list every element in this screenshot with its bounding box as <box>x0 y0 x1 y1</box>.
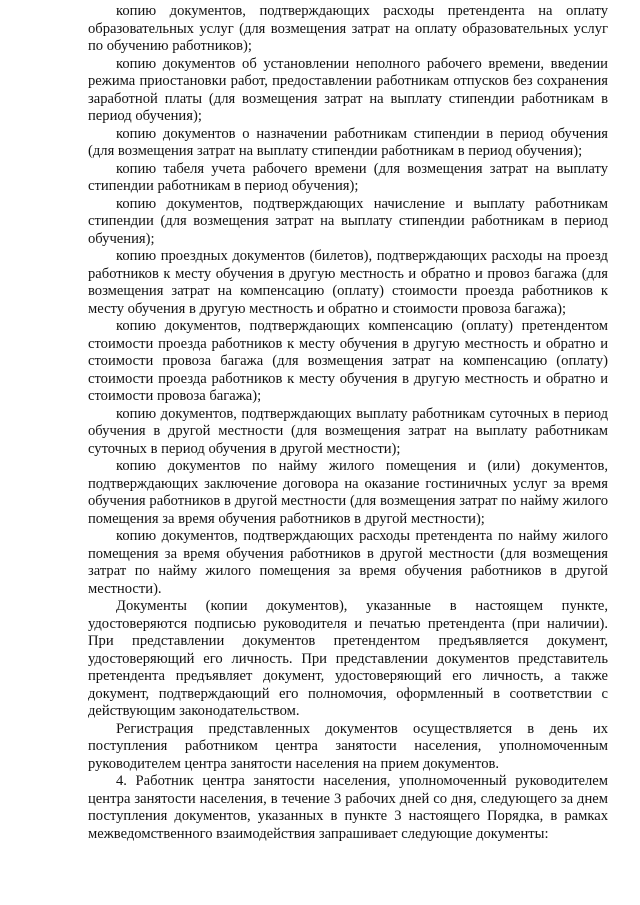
paragraph-travel-tickets: копию проездных документов (билетов), подтверждающих расходы на проезд работников к месту обучения в другую местность и обратно и провоз багажа (для возмещения затрат на компенсацию (оплату) стоимости проезда работников к месту обучения в другую местность и обратно и стоимости провоза багажа); <box>88 248 608 317</box>
paragraph-housing-expenses: копию документов, подтверждающих расходы претендента по найму жилого помещения за время обучения работников в другой местности (для возмещения затрат по найму жилого помещения за время обучения работников в другой местности). <box>88 528 608 597</box>
paragraph-part-time-work: копию документов об установлении неполного рабочего времени, введении режима приостановки работ, предоставлении работникам отпусков без сохранения заработной платы (для возмещения затрат на выплату стипендии работникам в период обучения); <box>88 55 608 124</box>
paragraph-housing-rent: копию документов по найму жилого помещения и (или) документов, подтверждающих заключение договора на оказание гостиничных услуг за время обучения работников в другой местности (для возмещения затрат по найму жилого помещения за время обучения работников в другой местности); <box>88 458 608 527</box>
paragraph-registration: Регистрация представленных документов осуществляется в день их поступления работником центра занятости населения, уполномоченным руководителем центра занятости населения на прием документов. <box>88 720 608 772</box>
paragraph-section-4: 4. Работник центра занятости населения, уполномоченный руководителем центра занятости населения, в течение 3 рабочих дней со дня, следующего за днем поступления документов, указанных в пункте 3 настоящего Порядка, в рамках межведомственного взаимодействия запрашивает следующие документы: <box>88 773 608 842</box>
paragraph-timesheet: копию табеля учета рабочего времени (для возмещения затрат на выплату стипендии работникам в период обучения); <box>88 160 608 194</box>
paragraph-document-certification: Документы (копии документов), указанные в настоящем пункте, удостоверяются подписью руководителя и печатью претендента (при наличии). При представлении документов претендентом предъявляется документ, удостоверяющий его личность. При представлении документов представитель претендента предъявляет документ, удостоверяющий его личность, а также документ, подтверждающий его полномочия, оформленный в соответствии с действующим законодательством. <box>88 598 608 719</box>
paragraph-education-costs: копию документов, подтверждающих расходы претендента на оплату образовательных услуг (для возмещения затрат на оплату образовательных услуг по обучению работников); <box>88 3 608 54</box>
paragraph-stipend-payment: копию документов, подтверждающих начисление и выплату работникам стипендии (для возмещения затрат на выплату стипендии работникам в период обучения); <box>88 195 608 247</box>
paragraph-stipend-assignment: копию документов о назначении работникам стипендии в период обучения (для возмещения затрат на выплату стипендии работникам в период обучения); <box>88 125 608 159</box>
document-page <box>88 3 608 843</box>
paragraph-travel-compensation: копию документов, подтверждающих компенсацию (оплату) претендентом стоимости проезда работников к месту обучения в другую местность и обратно и стоимости провоза багажа (для возмещения затрат на компенсацию (оплату) стоимости проезда работников к месту обучения в другую местность и обратно и стоимости провоза багажа); <box>88 318 608 404</box>
paragraph-daily-allowance: копию документов, подтверждающих выплату работникам суточных в период обучения в другой местности (для возмещения затрат на выплату работникам суточных в период обучения в другой местности); <box>88 405 608 457</box>
